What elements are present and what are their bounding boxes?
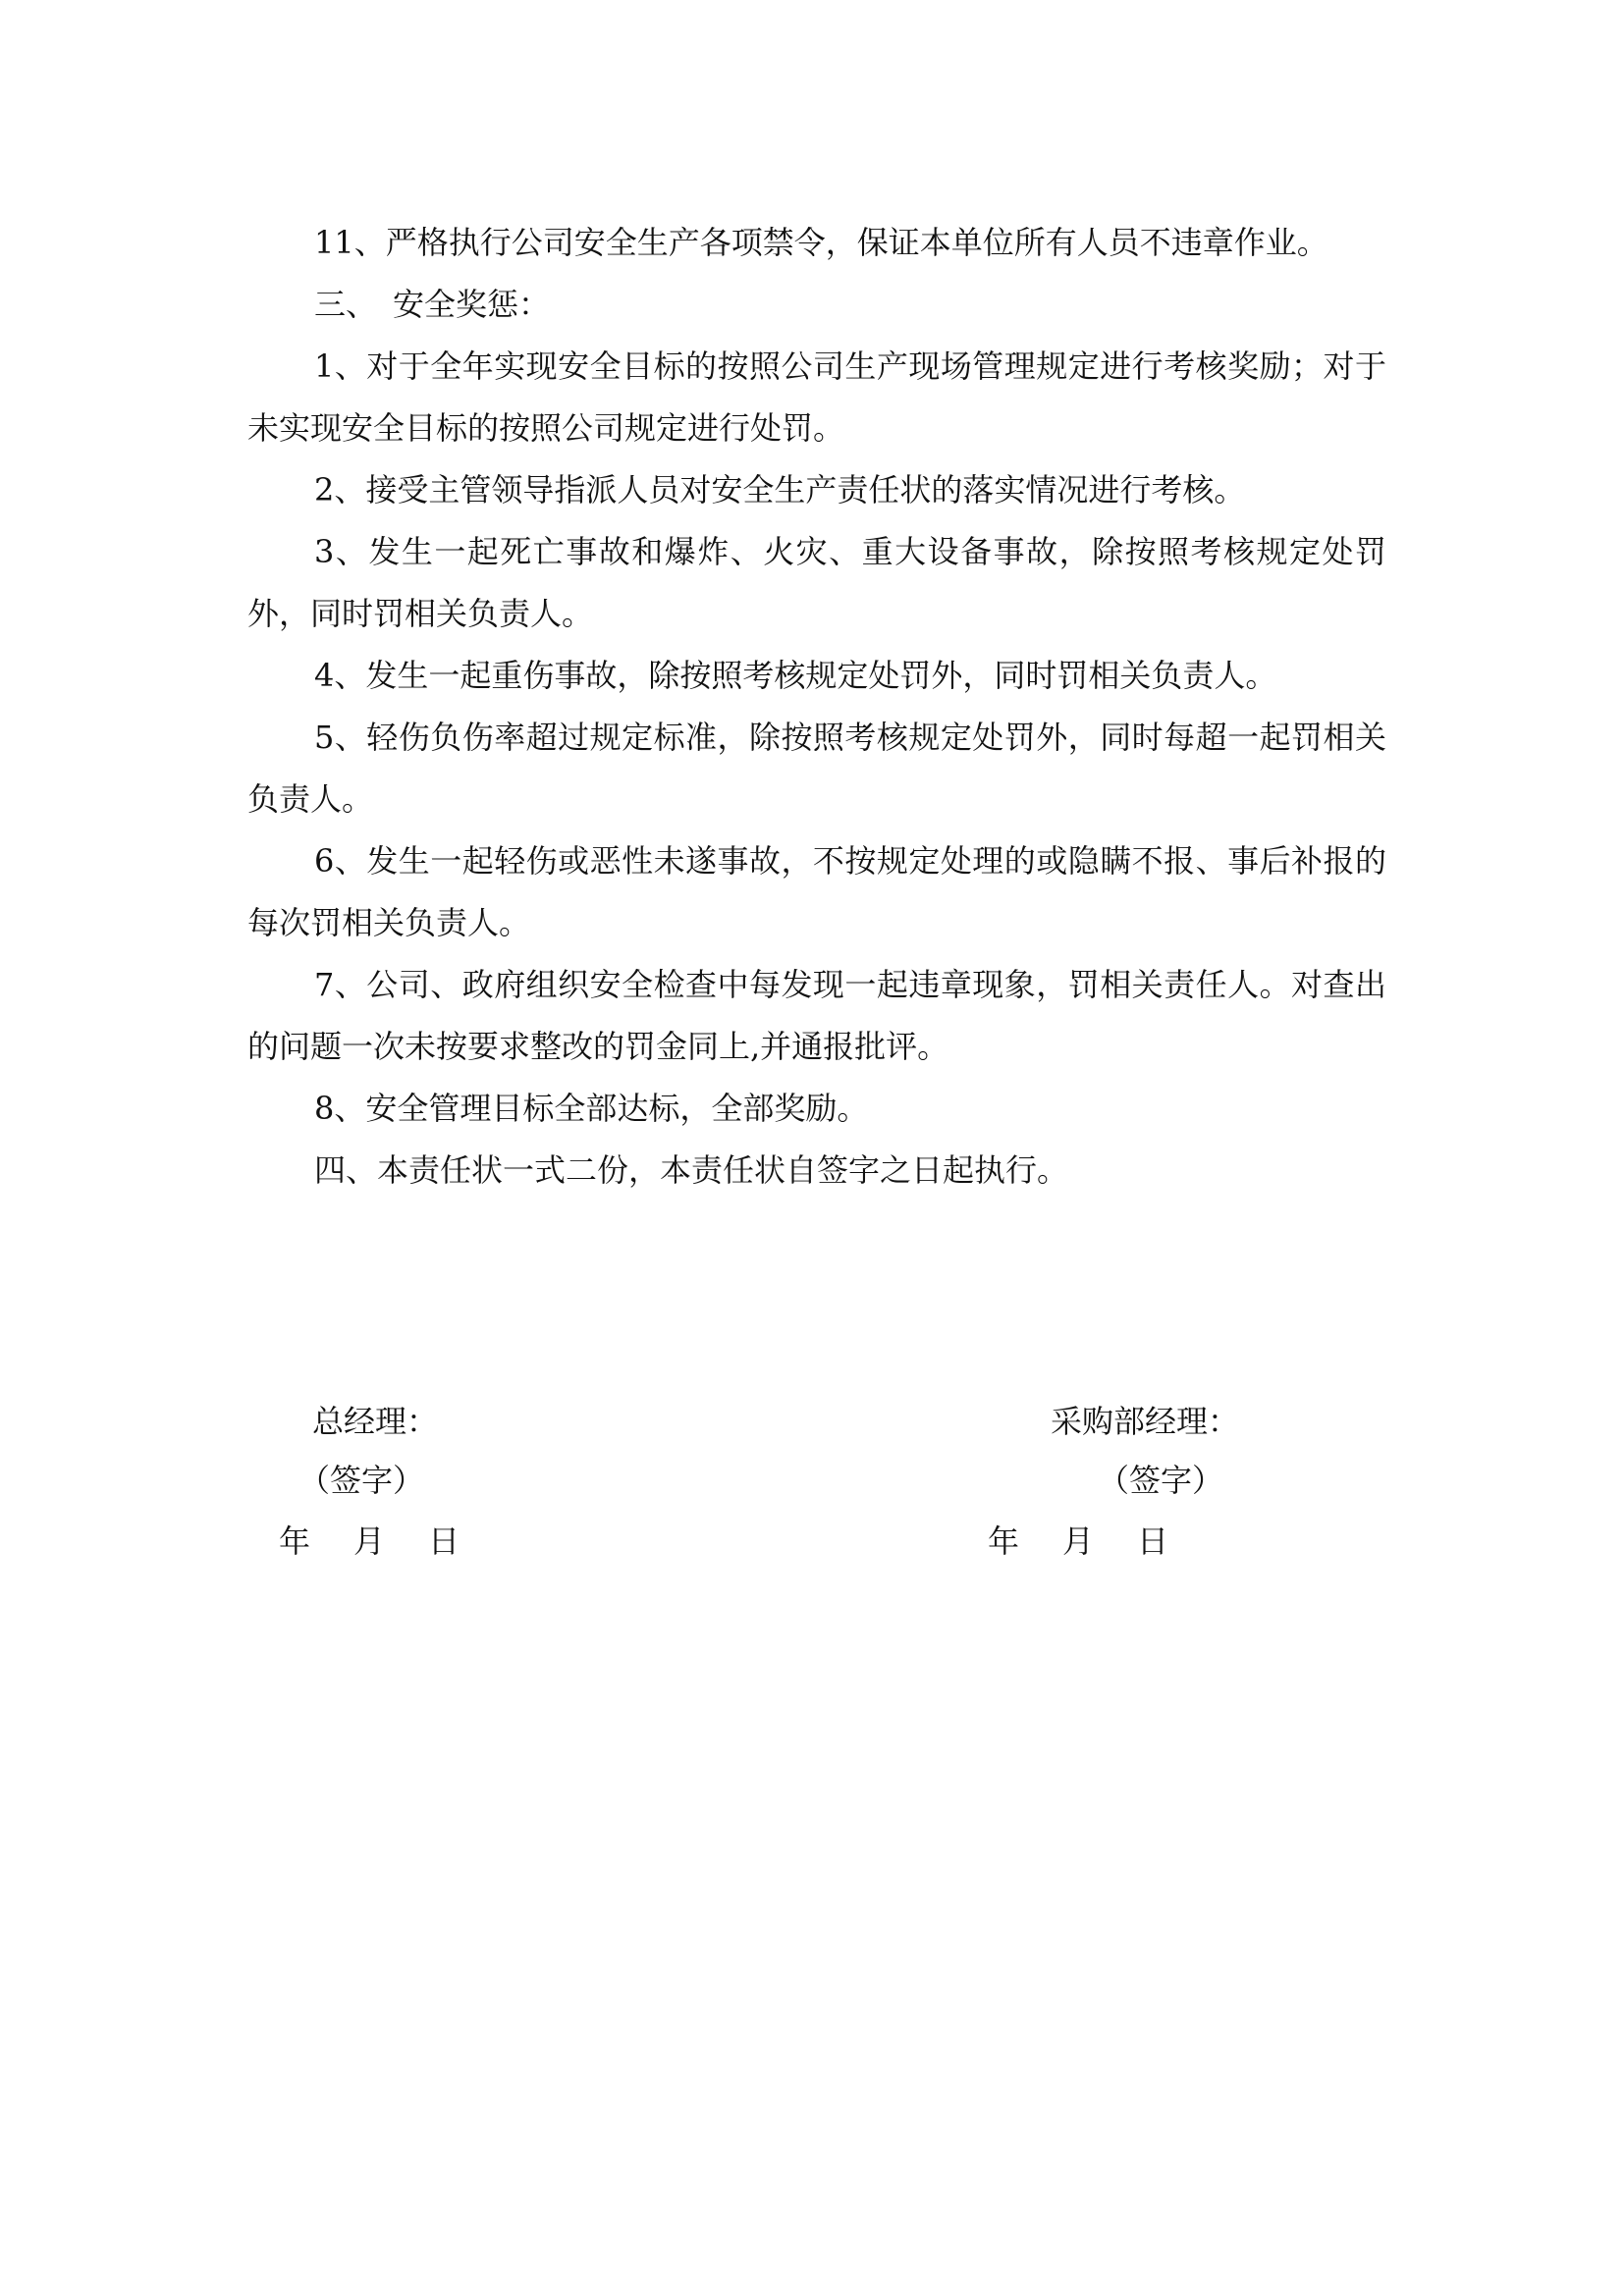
date-day: 日: [428, 1522, 460, 1560]
paragraph-item-8: 8、安全管理目标全部达标，全部奖励。: [314, 1090, 869, 1127]
paragraph-item-5: 5、轻伤负伤率超过规定标准，除按照考核规定处罚外，同时每超一起罚相关负责人。: [247, 719, 1386, 818]
paragraph-item-11: 11、严格执行公司安全生产各项禁令，保证本单位所有人员不违章作业。: [314, 224, 1328, 261]
paragraph-item-6: 6、发生一起轻伤或恶性未遂事故，不按规定处理的或隐瞒不报、事后补报的每次罚相关负责人。: [247, 842, 1386, 941]
date-day: 日: [1137, 1522, 1169, 1560]
date-month: 月: [1062, 1522, 1095, 1560]
date-year: 年: [988, 1522, 1020, 1560]
paragraph-item-4: 4、发生一起重伤事故，除按照考核规定处罚外，同时罚相关负责人。: [314, 657, 1277, 694]
purchasing-manager-signature-note: （签字）: [1098, 1462, 1224, 1499]
paragraph-item-3: 3、发生一起死亡事故和爆炸、火灾、重大设备事故，除按照考核规定处罚外，同时罚相关负责人。: [247, 533, 1386, 632]
paragraph-section-4: 四、本责任状一式二份，本责任状自签字之日起执行。: [314, 1151, 1069, 1189]
general-manager-label: 总经理：: [312, 1403, 439, 1440]
paragraph-item-7: 7、公司、政府组织安全检查中每发现一起违章现象，罚相关责任人。对查出的问题一次未按要求整改的罚金同上,并通报批评。: [247, 966, 1386, 1065]
date-year: 年: [279, 1522, 311, 1560]
date-month: 月: [353, 1522, 386, 1560]
paragraph-item-2: 2、接受主管领导指派人员对安全生产责任状的落实情况进行考核。: [314, 471, 1246, 508]
section-heading-safety-rewards: 三、 安全奖惩：: [314, 286, 551, 323]
paragraph-item-1: 1、对于全年实现安全目标的按照公司生产现场管理规定进行考核奖励；对于未实现安全目标的按照公司规定进行处罚。: [247, 347, 1386, 447]
purchasing-manager-date: [988, 1522, 1168, 1561]
general-manager-signature-note: （签字）: [298, 1462, 425, 1499]
purchasing-manager-label: 采购部经理：: [1051, 1403, 1240, 1440]
general-manager-date: [279, 1522, 460, 1561]
document-body: [247, 212, 1386, 1201]
